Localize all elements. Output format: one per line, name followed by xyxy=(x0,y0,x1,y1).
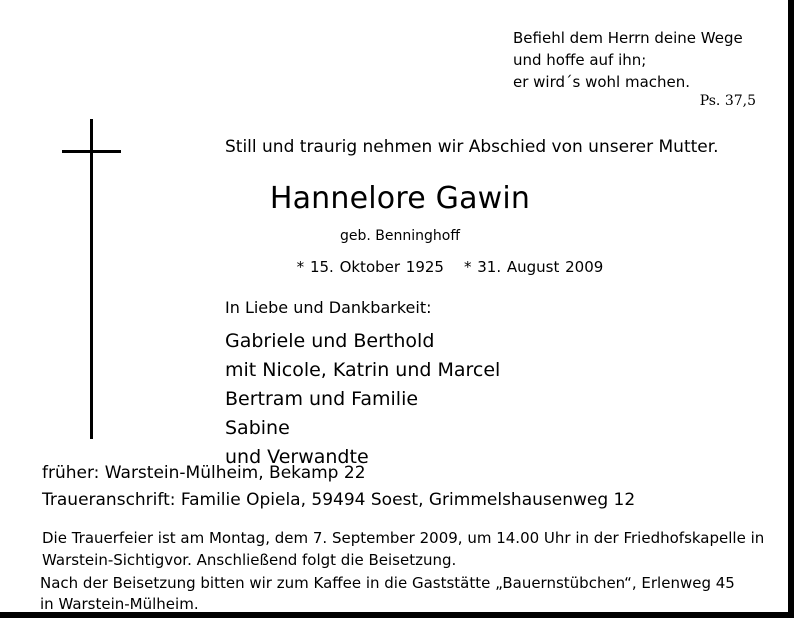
cross-icon-horizontal-bar xyxy=(62,150,121,153)
mourner-line: Gabriele und Berthold xyxy=(225,330,435,352)
life-dates xyxy=(0,258,800,276)
birth-date: * 15. Oktober 1925 xyxy=(296,258,444,276)
former-address: früher: Warstein-Mülheim, Bekamp 22 xyxy=(42,463,366,483)
reception-info xyxy=(40,573,735,615)
funeral-info xyxy=(42,527,764,571)
bible-verse xyxy=(513,27,743,93)
mourner-line: mit Nicole, Katrin und Marcel xyxy=(225,359,501,381)
reception-info-line: in Warstein-Mülheim. xyxy=(40,595,199,613)
bible-verse-line: Befiehl dem Herrn deine Wege xyxy=(513,29,743,47)
bible-verse-line: und hoffe auf ihn; xyxy=(513,51,647,69)
bible-verse-source: Ps. 37,5 xyxy=(699,93,756,109)
mourners-list xyxy=(225,327,500,472)
intro-text: Still und traurig nehmen wir Abschied von unserer Mutter. xyxy=(225,137,719,157)
reception-info-line: Nach der Beisetzung bitten wir zum Kaffee in die Gaststätte „Bauernstübchen“, Erlenweg 45 xyxy=(40,574,735,592)
funeral-info-line: Warstein-Sichtigvor. Anschließend folgt die Beisetzung. xyxy=(42,551,457,569)
mourning-address: Traueranschrift: Familie Opiela, 59494 Soest, Grimmelshausenweg 12 xyxy=(42,490,636,510)
thanks-heading: In Liebe und Dankbarkeit: xyxy=(225,298,432,317)
birth-name: geb. Benninghoff xyxy=(340,228,460,244)
mourner-line: und Verwandte xyxy=(225,446,369,468)
cross-icon-vertical-bar xyxy=(90,119,93,439)
death-date: * 31. August 2009 xyxy=(463,258,604,276)
funeral-info-line: Die Trauerfeier ist am Montag, dem 7. September 2009, um 14.00 Uhr in der Friedhofskapelle in xyxy=(42,529,765,547)
mourner-line: Sabine xyxy=(225,417,290,439)
deceased-name: Hannelore Gawin xyxy=(269,181,531,216)
mourner-line: Bertram und Familie xyxy=(225,388,419,410)
bible-verse-line: er wird´s wohl machen. xyxy=(513,73,691,91)
